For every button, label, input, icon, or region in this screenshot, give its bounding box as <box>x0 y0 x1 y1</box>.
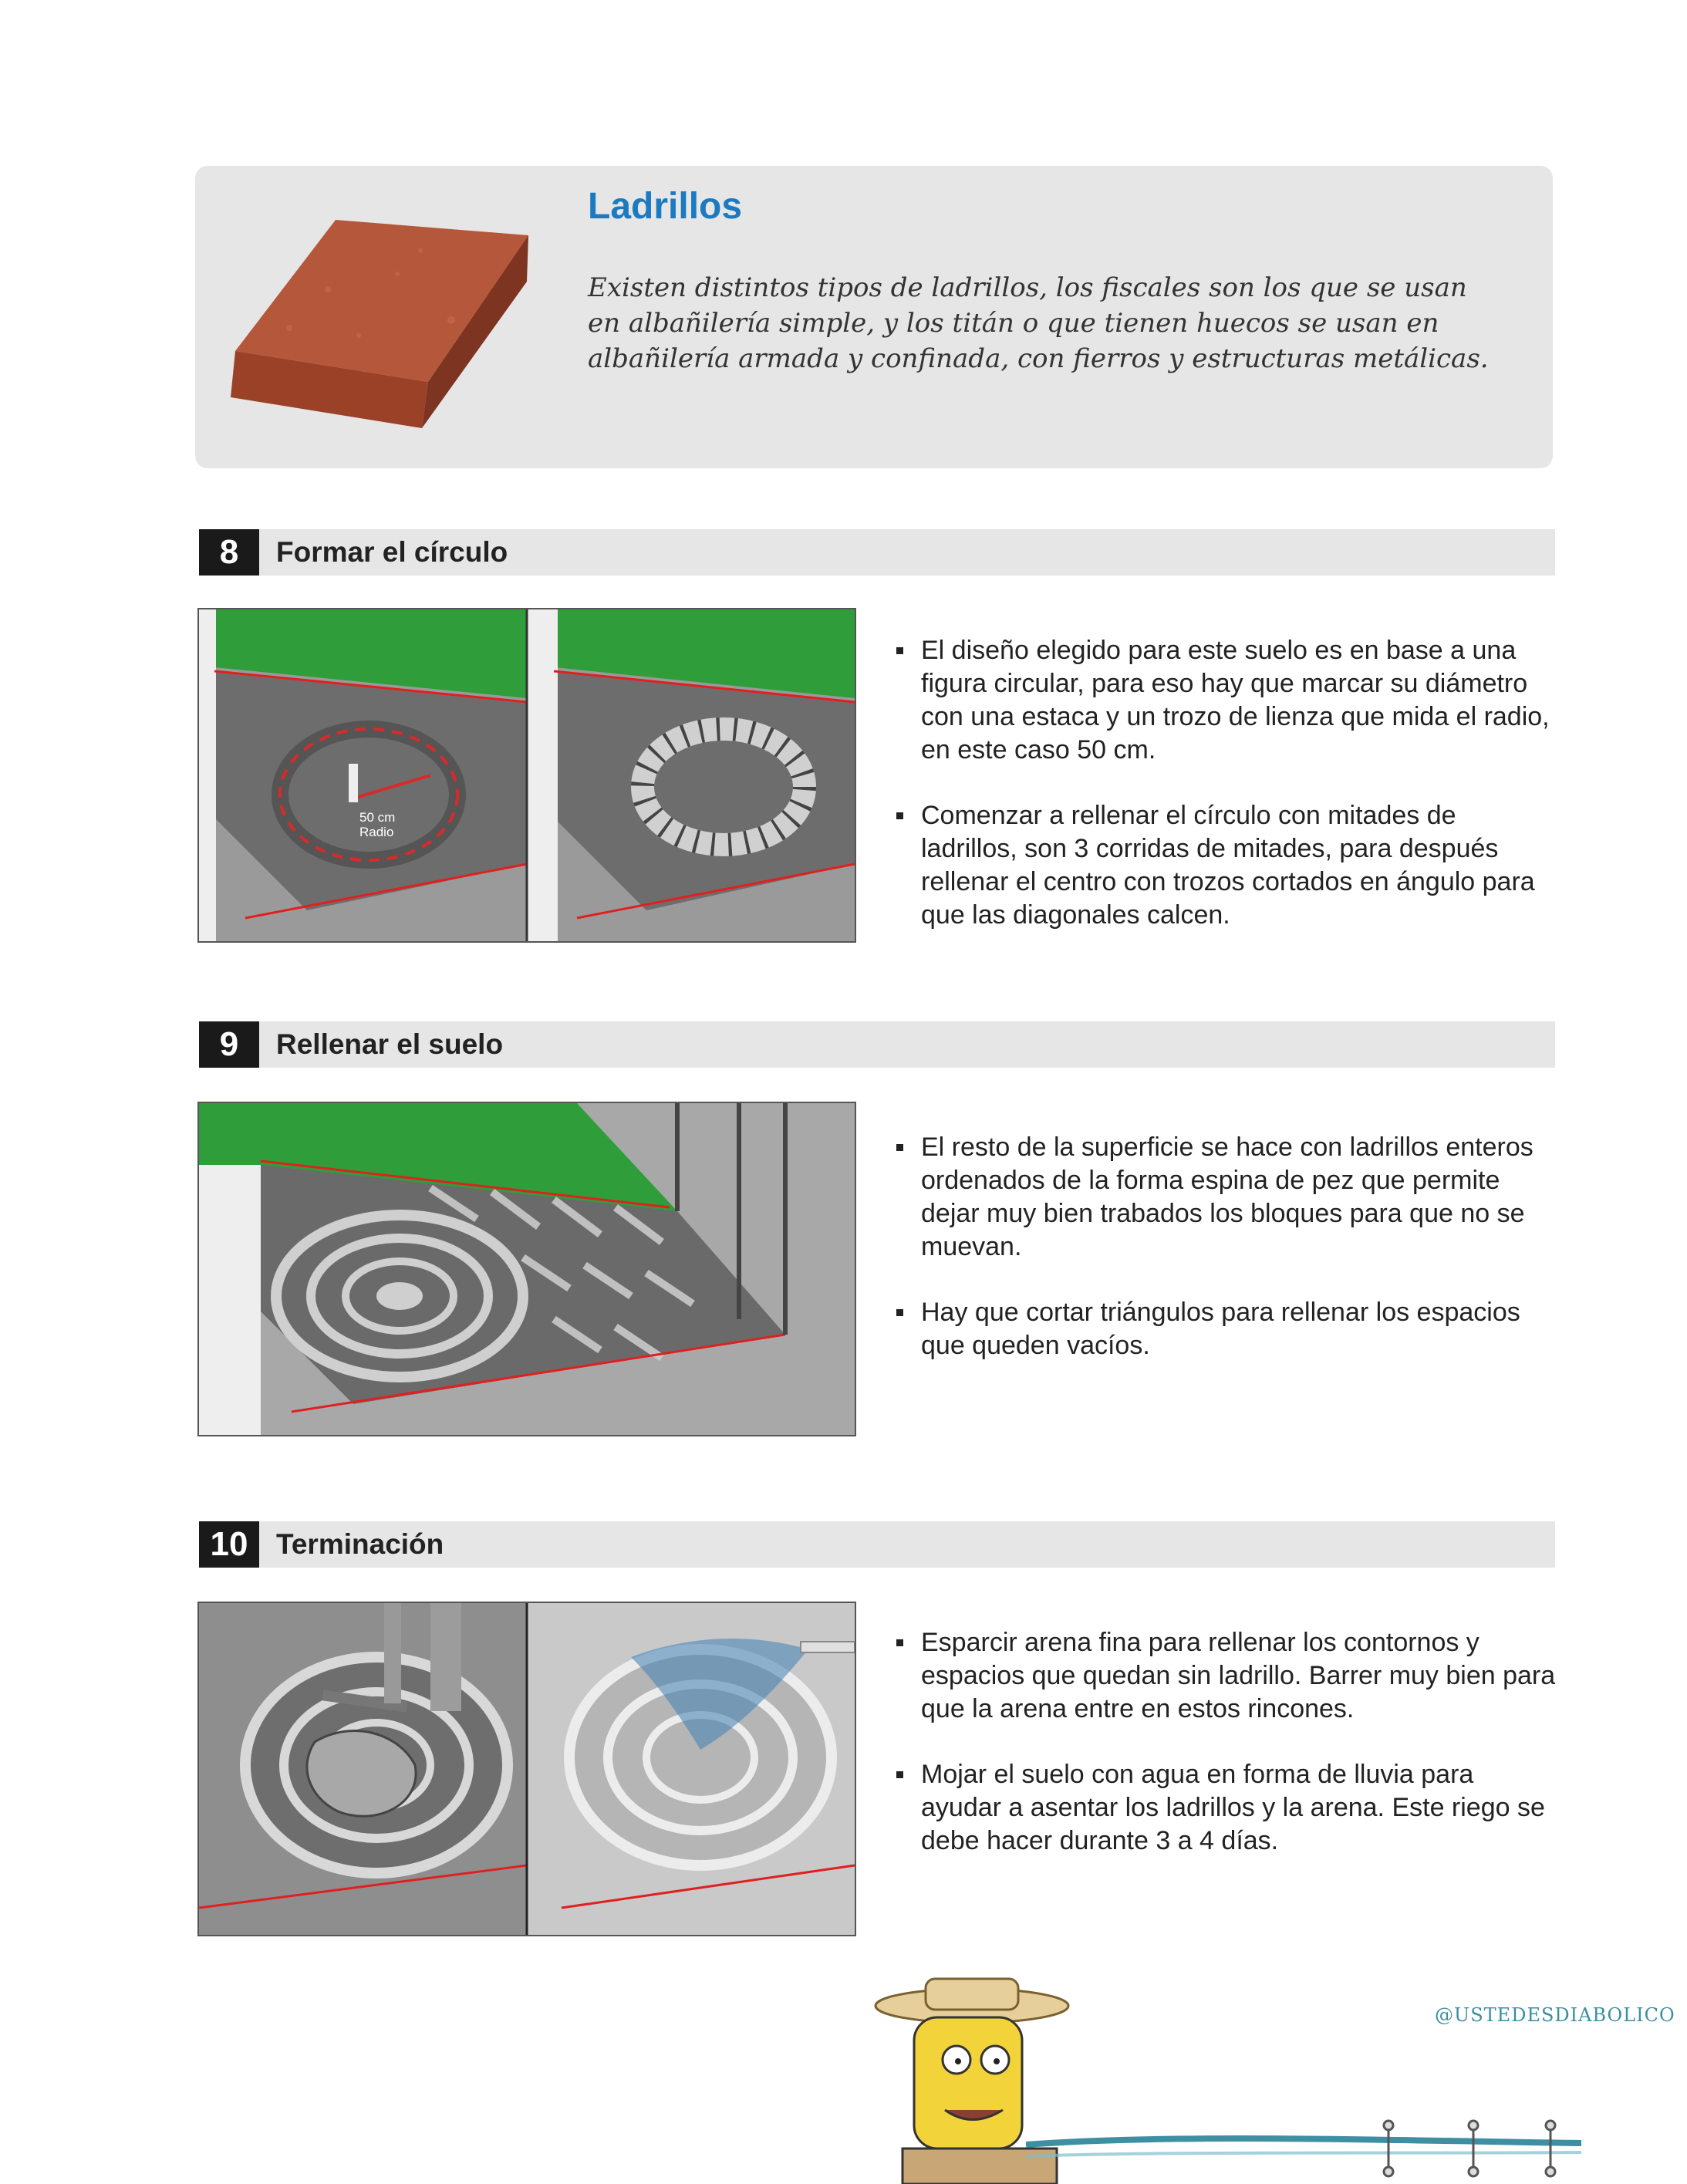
bullet-item: Mojar el suelo con agua en forma de lluvia para ayudar a asentar los ladrillos y la arena. Este riego se debe hacer durante 3 a 4 días. <box>895 1758 1558 1858</box>
hose-decoration <box>1026 2114 1581 2184</box>
section-8-number: 8 <box>199 529 259 576</box>
brick-image <box>220 204 544 436</box>
section-9-title: Rellenar el suelo <box>276 1028 504 1060</box>
section-8-bullets <box>895 634 1558 964</box>
section-9-illustration <box>197 1102 856 1436</box>
section-10-bullets <box>895 1626 1558 1890</box>
section-9-bullets <box>895 1131 1558 1395</box>
radius-label-2: Radio <box>359 825 394 839</box>
credit-text: @USTEDESDIABOLICO <box>1435 2004 1675 2026</box>
bullet-item: El resto de la superficie se hace con ladrillos enteros ordenados de la forma espina de pez que permite dejar muy bien trabados los bloques para que no se muevan. <box>895 1131 1558 1264</box>
section-9-number: 9 <box>199 1021 259 1068</box>
radius-label-1: 50 cm <box>359 810 396 825</box>
section-10-number: 10 <box>199 1521 259 1568</box>
info-title: Ladrillos <box>588 186 743 227</box>
bullet-item: Hay que cortar triángulos para rellenar los espacios que queden vacíos. <box>895 1296 1558 1362</box>
bullet-item: Comenzar a rellenar el círculo con mitades de ladrillos, son 3 corridas de mitades, para después rellenar el centro con trozos cortados en ángulo para que las diagonales calcen. <box>895 799 1558 932</box>
info-text: Existen distintos tipos de ladrillos, los fiscales son los que se usan en albañilería simple, y los titán o que tienen huecos se usan en albañilería armada y confinada, con fierros y estructuras metálicas. <box>588 272 1489 374</box>
bullet-item: Esparcir arena fina para rellenar los contornos y espacios que quedan sin ladrillo. Barrer muy bien para que la arena entre en estos rincones. <box>895 1626 1558 1726</box>
section-8-illustration <box>197 608 856 943</box>
section-10-title: Terminación <box>276 1528 444 1560</box>
section-8-title: Formar el círculo <box>276 536 508 568</box>
bullet-item: El diseño elegido para este suelo es en base a una figura circular, para eso hay que marcar su diámetro con una estaca y un trozo de lienza que mida el radio, en este caso 50 cm. <box>895 634 1558 767</box>
section-10-illustration <box>197 1602 856 1936</box>
